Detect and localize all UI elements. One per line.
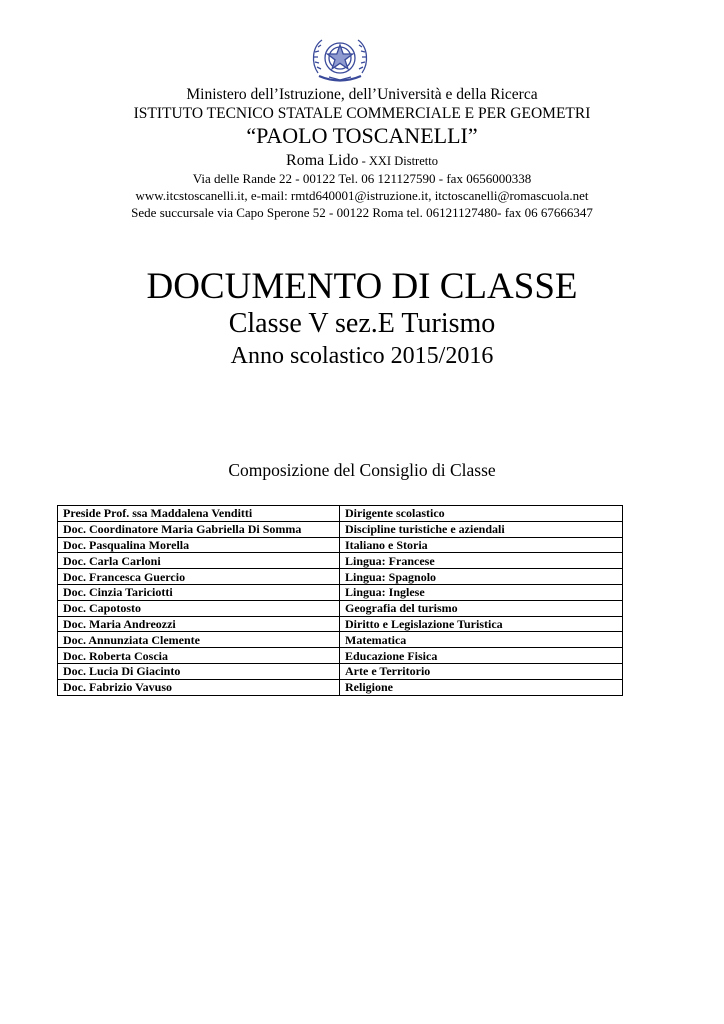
- member-role: Italiano e Storia: [340, 537, 623, 553]
- member-name: Doc. Maria Andreozzi: [58, 616, 340, 632]
- table-row: [58, 569, 623, 585]
- class-title: Classe V sez.E Turismo: [228, 308, 496, 339]
- member-name: Doc. Roberta Coscia: [58, 648, 340, 664]
- member-name: Doc. Capotosto: [58, 600, 340, 616]
- table-row: [58, 632, 623, 648]
- member-role: Lingua: Spagnolo: [340, 569, 623, 585]
- member-name: Preside Prof. ssa Maddalena Venditti: [58, 506, 340, 522]
- member-role: Arte e Territorio: [340, 663, 623, 679]
- district: - XXI Distretto: [358, 154, 438, 168]
- document-title: DOCUMENTO DI CLASSE: [146, 266, 578, 307]
- member-role: Religione: [340, 679, 623, 695]
- table-row: [58, 648, 623, 664]
- member-role: Dirigente scolastico: [340, 506, 623, 522]
- member-role: Discipline turistiche e aziendali: [340, 521, 623, 537]
- council-heading: Composizione del Consiglio di Classe: [228, 460, 496, 480]
- table-row: [58, 537, 623, 553]
- member-role: Diritto e Legislazione Turistica: [340, 616, 623, 632]
- member-role: Lingua: Francese: [340, 553, 623, 569]
- member-name: Doc. Carla Carloni: [58, 553, 340, 569]
- member-role: Educazione Fisica: [340, 648, 623, 664]
- contacts-line: www.itcstoscanelli.it, e-mail: rmtd640001@istruzione.it, itctoscanelli@romascuola.net: [135, 188, 589, 203]
- member-name: Doc. Francesca Guercio: [58, 569, 340, 585]
- member-name: Doc. Fabrizio Vavuso: [58, 679, 340, 695]
- table-row: [58, 616, 623, 632]
- address-line: Via delle Rande 22 - 00122 Tel. 06 121127590 - fax 0656000338: [192, 171, 532, 186]
- member-name: Doc. Annunziata Clemente: [58, 632, 340, 648]
- institute-line: ISTITUTO TECNICO STATALE COMMERCIALE E PER GEOMETRI: [133, 105, 591, 122]
- location-line: [0, 153, 724, 169]
- table-row: [58, 521, 623, 537]
- member-name: Doc. Pasqualina Morella: [58, 537, 340, 553]
- table-row: [58, 679, 623, 695]
- branch-line: Sede succursale via Capo Sperone 52 - 00122 Roma tel. 06121127480- fax 06 67666347: [131, 205, 593, 220]
- member-name: Doc. Cinzia Tariciotti: [58, 584, 340, 600]
- table-row: [58, 506, 623, 522]
- member-name: Doc. Coordinatore Maria Gabriella Di Somma: [58, 521, 340, 537]
- school-name: “PAOLO TOSCANELLI”: [246, 123, 478, 148]
- table-row: [58, 584, 623, 600]
- member-name: Doc. Lucia Di Giacinto: [58, 663, 340, 679]
- table-row: [58, 663, 623, 679]
- city: Roma Lido: [286, 152, 359, 169]
- council-table: [57, 505, 623, 696]
- school-year: Anno scolastico 2015/2016: [230, 343, 494, 369]
- member-role: Geografia del turismo: [340, 600, 623, 616]
- republic-emblem-icon: [309, 33, 371, 85]
- member-role: Matematica: [340, 632, 623, 648]
- table-row: [58, 600, 623, 616]
- member-role: Lingua: Inglese: [340, 584, 623, 600]
- table-row: [58, 553, 623, 569]
- ministry-line: Ministero dell’Istruzione, dell’Università e della Ricerca: [186, 86, 538, 103]
